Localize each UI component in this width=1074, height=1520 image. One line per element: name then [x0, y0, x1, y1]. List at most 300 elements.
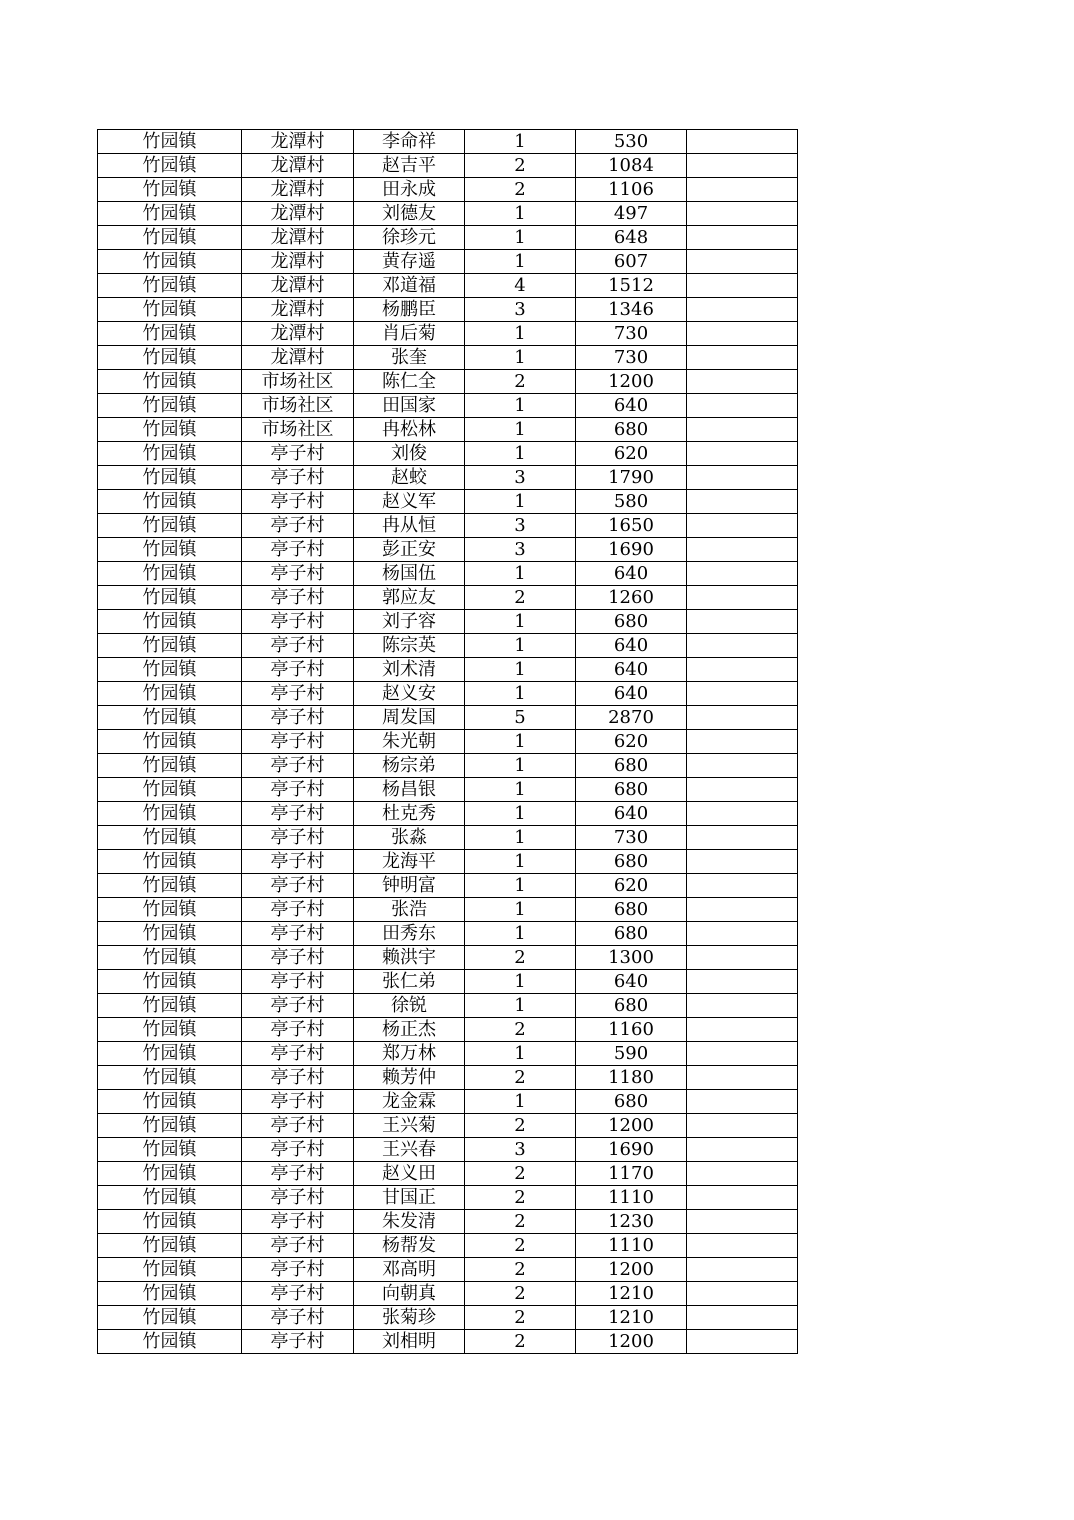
village-cell: 亭子村: [242, 490, 354, 514]
village-cell: 亭子村: [242, 778, 354, 802]
name-cell: 杨正杰: [354, 1018, 465, 1042]
remark-cell: [687, 418, 798, 442]
town-cell: 竹园镇: [98, 298, 242, 322]
remark-cell: [687, 994, 798, 1018]
amount-cell: 640: [576, 682, 687, 706]
village-cell: 市场社区: [242, 418, 354, 442]
village-cell: 亭子村: [242, 1330, 354, 1354]
name-cell: 杜克秀: [354, 802, 465, 826]
table-row: [98, 754, 798, 778]
village-cell: 亭子村: [242, 562, 354, 586]
town-cell: 竹园镇: [98, 706, 242, 730]
remark-cell: [687, 1186, 798, 1210]
amount-cell: 680: [576, 922, 687, 946]
household-count-cell: 2: [465, 1210, 576, 1234]
remark-cell: [687, 1162, 798, 1186]
household-count-cell: 2: [465, 1282, 576, 1306]
remark-cell: [687, 1234, 798, 1258]
amount-cell: 680: [576, 994, 687, 1018]
town-cell: 竹园镇: [98, 1258, 242, 1282]
amount-cell: 1650: [576, 514, 687, 538]
table-row: [98, 1090, 798, 1114]
town-cell: 竹园镇: [98, 970, 242, 994]
table-row: [98, 466, 798, 490]
amount-cell: 640: [576, 658, 687, 682]
amount-cell: 607: [576, 250, 687, 274]
household-count-cell: 1: [465, 442, 576, 466]
table-body: [98, 130, 798, 1354]
village-cell: 亭子村: [242, 586, 354, 610]
amount-cell: 1200: [576, 1330, 687, 1354]
remark-cell: [687, 1018, 798, 1042]
amount-cell: 1300: [576, 946, 687, 970]
table-row: [98, 154, 798, 178]
table-row: [98, 442, 798, 466]
name-cell: 田永成: [354, 178, 465, 202]
village-cell: 亭子村: [242, 634, 354, 658]
household-count-cell: 1: [465, 394, 576, 418]
amount-cell: 1210: [576, 1282, 687, 1306]
name-cell: 向朝真: [354, 1282, 465, 1306]
household-count-cell: 1: [465, 922, 576, 946]
amount-cell: 640: [576, 802, 687, 826]
household-count-cell: 2: [465, 1306, 576, 1330]
village-cell: 亭子村: [242, 706, 354, 730]
amount-cell: 680: [576, 1090, 687, 1114]
table-row: [98, 298, 798, 322]
village-cell: 亭子村: [242, 1186, 354, 1210]
household-count-cell: 2: [465, 154, 576, 178]
household-count-cell: 1: [465, 346, 576, 370]
village-cell: 亭子村: [242, 730, 354, 754]
name-cell: 刘相明: [354, 1330, 465, 1354]
table-row: [98, 730, 798, 754]
remark-cell: [687, 922, 798, 946]
amount-cell: 1260: [576, 586, 687, 610]
table-row: [98, 226, 798, 250]
remark-cell: [687, 970, 798, 994]
amount-cell: 1200: [576, 370, 687, 394]
town-cell: 竹园镇: [98, 1090, 242, 1114]
town-cell: 竹园镇: [98, 178, 242, 202]
remark-cell: [687, 754, 798, 778]
household-count-cell: 2: [465, 178, 576, 202]
table-row: [98, 874, 798, 898]
name-cell: 刘子容: [354, 610, 465, 634]
village-cell: 市场社区: [242, 394, 354, 418]
household-count-cell: 3: [465, 538, 576, 562]
remark-cell: [687, 370, 798, 394]
remark-cell: [687, 1066, 798, 1090]
remark-cell: [687, 634, 798, 658]
remark-cell: [687, 538, 798, 562]
town-cell: 竹园镇: [98, 1162, 242, 1186]
amount-cell: 1200: [576, 1114, 687, 1138]
table-row: [98, 1114, 798, 1138]
village-cell: 龙潭村: [242, 202, 354, 226]
town-cell: 竹园镇: [98, 514, 242, 538]
amount-cell: 1512: [576, 274, 687, 298]
name-cell: 刘术清: [354, 658, 465, 682]
remark-cell: [687, 586, 798, 610]
amount-cell: 590: [576, 1042, 687, 1066]
village-cell: 亭子村: [242, 1234, 354, 1258]
name-cell: 徐锐: [354, 994, 465, 1018]
village-cell: 亭子村: [242, 1018, 354, 1042]
town-cell: 竹园镇: [98, 874, 242, 898]
village-cell: 亭子村: [242, 1090, 354, 1114]
name-cell: 王兴春: [354, 1138, 465, 1162]
name-cell: 邓高明: [354, 1258, 465, 1282]
amount-cell: 730: [576, 322, 687, 346]
remark-cell: [687, 1282, 798, 1306]
town-cell: 竹园镇: [98, 130, 242, 154]
name-cell: 杨帮发: [354, 1234, 465, 1258]
name-cell: 徐珍元: [354, 226, 465, 250]
table-row: [98, 850, 798, 874]
table-row: [98, 922, 798, 946]
table-row: [98, 490, 798, 514]
village-cell: 龙潭村: [242, 178, 354, 202]
household-count-cell: 1: [465, 898, 576, 922]
remark-cell: [687, 1090, 798, 1114]
amount-cell: 730: [576, 826, 687, 850]
household-count-cell: 1: [465, 130, 576, 154]
name-cell: 冉从恒: [354, 514, 465, 538]
name-cell: 田秀东: [354, 922, 465, 946]
household-count-cell: 2: [465, 586, 576, 610]
amount-cell: 680: [576, 418, 687, 442]
amount-cell: 1084: [576, 154, 687, 178]
village-cell: 龙潭村: [242, 250, 354, 274]
name-cell: 朱光朝: [354, 730, 465, 754]
town-cell: 竹园镇: [98, 730, 242, 754]
table-row: [98, 1306, 798, 1330]
household-count-cell: 1: [465, 322, 576, 346]
name-cell: 甘国正: [354, 1186, 465, 1210]
village-cell: 亭子村: [242, 466, 354, 490]
village-cell: 亭子村: [242, 970, 354, 994]
table-row: [98, 130, 798, 154]
remark-cell: [687, 610, 798, 634]
table-row: [98, 250, 798, 274]
town-cell: 竹园镇: [98, 898, 242, 922]
remark-cell: [687, 298, 798, 322]
remark-cell: [687, 706, 798, 730]
village-cell: 亭子村: [242, 442, 354, 466]
town-cell: 竹园镇: [98, 322, 242, 346]
amount-cell: 640: [576, 634, 687, 658]
name-cell: 周发国: [354, 706, 465, 730]
household-count-cell: 1: [465, 754, 576, 778]
amount-cell: 1180: [576, 1066, 687, 1090]
household-count-cell: 3: [465, 466, 576, 490]
name-cell: 杨国伍: [354, 562, 465, 586]
remark-cell: [687, 154, 798, 178]
name-cell: 赵义安: [354, 682, 465, 706]
name-cell: 赖芳仲: [354, 1066, 465, 1090]
town-cell: 竹园镇: [98, 250, 242, 274]
village-cell: 亭子村: [242, 1306, 354, 1330]
remark-cell: [687, 130, 798, 154]
amount-cell: 1690: [576, 538, 687, 562]
town-cell: 竹园镇: [98, 1042, 242, 1066]
household-count-cell: 2: [465, 1018, 576, 1042]
table-row: [98, 802, 798, 826]
amount-cell: 1106: [576, 178, 687, 202]
town-cell: 竹园镇: [98, 826, 242, 850]
amount-cell: 1690: [576, 1138, 687, 1162]
town-cell: 竹园镇: [98, 802, 242, 826]
table-row: [98, 898, 798, 922]
remark-cell: [687, 490, 798, 514]
name-cell: 杨宗弟: [354, 754, 465, 778]
amount-cell: 730: [576, 346, 687, 370]
town-cell: 竹园镇: [98, 1138, 242, 1162]
table-row: [98, 586, 798, 610]
village-cell: 亭子村: [242, 922, 354, 946]
household-count-cell: 1: [465, 682, 576, 706]
household-count-cell: 2: [465, 1330, 576, 1354]
amount-cell: 620: [576, 874, 687, 898]
data-table: [97, 129, 798, 1354]
village-cell: 亭子村: [242, 1210, 354, 1234]
town-cell: 竹园镇: [98, 1306, 242, 1330]
household-count-cell: 1: [465, 250, 576, 274]
remark-cell: [687, 562, 798, 586]
amount-cell: 680: [576, 850, 687, 874]
remark-cell: [687, 682, 798, 706]
name-cell: 刘德友: [354, 202, 465, 226]
town-cell: 竹园镇: [98, 778, 242, 802]
amount-cell: 640: [576, 970, 687, 994]
amount-cell: 1110: [576, 1186, 687, 1210]
town-cell: 竹园镇: [98, 562, 242, 586]
amount-cell: 1170: [576, 1162, 687, 1186]
amount-cell: 2870: [576, 706, 687, 730]
amount-cell: 680: [576, 754, 687, 778]
table-row: [98, 826, 798, 850]
remark-cell: [687, 202, 798, 226]
name-cell: 黄存遥: [354, 250, 465, 274]
town-cell: 竹园镇: [98, 1210, 242, 1234]
amount-cell: 620: [576, 442, 687, 466]
household-count-cell: 1: [465, 634, 576, 658]
name-cell: 田国家: [354, 394, 465, 418]
name-cell: 陈宗英: [354, 634, 465, 658]
household-count-cell: 2: [465, 1066, 576, 1090]
household-count-cell: 2: [465, 946, 576, 970]
village-cell: 亭子村: [242, 898, 354, 922]
household-count-cell: 2: [465, 1234, 576, 1258]
town-cell: 竹园镇: [98, 370, 242, 394]
remark-cell: [687, 394, 798, 418]
amount-cell: 648: [576, 226, 687, 250]
remark-cell: [687, 226, 798, 250]
village-cell: 亭子村: [242, 874, 354, 898]
amount-cell: 1160: [576, 1018, 687, 1042]
amount-cell: 1200: [576, 1258, 687, 1282]
name-cell: 赵吉平: [354, 154, 465, 178]
name-cell: 郑万林: [354, 1042, 465, 1066]
name-cell: 朱发清: [354, 1210, 465, 1234]
household-count-cell: 2: [465, 1258, 576, 1282]
village-cell: 龙潭村: [242, 226, 354, 250]
remark-cell: [687, 1330, 798, 1354]
village-cell: 亭子村: [242, 994, 354, 1018]
village-cell: 亭子村: [242, 754, 354, 778]
household-count-cell: 5: [465, 706, 576, 730]
name-cell: 陈仁全: [354, 370, 465, 394]
village-cell: 龙潭村: [242, 322, 354, 346]
table-row: [98, 1258, 798, 1282]
town-cell: 竹园镇: [98, 226, 242, 250]
name-cell: 张淼: [354, 826, 465, 850]
village-cell: 亭子村: [242, 514, 354, 538]
village-cell: 亭子村: [242, 610, 354, 634]
remark-cell: [687, 658, 798, 682]
village-cell: 亭子村: [242, 1114, 354, 1138]
table-row: [98, 1282, 798, 1306]
town-cell: 竹园镇: [98, 1282, 242, 1306]
name-cell: 张菊珍: [354, 1306, 465, 1330]
remark-cell: [687, 346, 798, 370]
household-count-cell: 1: [465, 826, 576, 850]
village-cell: 龙潭村: [242, 346, 354, 370]
table-row: [98, 994, 798, 1018]
name-cell: 赖洪宇: [354, 946, 465, 970]
remark-cell: [687, 466, 798, 490]
town-cell: 竹园镇: [98, 754, 242, 778]
town-cell: 竹园镇: [98, 466, 242, 490]
household-count-cell: 1: [465, 778, 576, 802]
name-cell: 邓道福: [354, 274, 465, 298]
name-cell: 刘俊: [354, 442, 465, 466]
town-cell: 竹园镇: [98, 490, 242, 514]
table-row: [98, 178, 798, 202]
village-cell: 亭子村: [242, 658, 354, 682]
town-cell: 竹园镇: [98, 154, 242, 178]
table-row: [98, 1162, 798, 1186]
village-cell: 亭子村: [242, 946, 354, 970]
name-cell: 龙金霖: [354, 1090, 465, 1114]
town-cell: 竹园镇: [98, 418, 242, 442]
town-cell: 竹园镇: [98, 610, 242, 634]
remark-cell: [687, 1210, 798, 1234]
amount-cell: 640: [576, 562, 687, 586]
remark-cell: [687, 1042, 798, 1066]
table-row: [98, 514, 798, 538]
table-row: [98, 202, 798, 226]
amount-cell: 580: [576, 490, 687, 514]
household-count-cell: 1: [465, 418, 576, 442]
town-cell: 竹园镇: [98, 442, 242, 466]
name-cell: 杨昌银: [354, 778, 465, 802]
town-cell: 竹园镇: [98, 994, 242, 1018]
amount-cell: 1790: [576, 466, 687, 490]
table-row: [98, 970, 798, 994]
household-count-cell: 2: [465, 370, 576, 394]
village-cell: 亭子村: [242, 538, 354, 562]
remark-cell: [687, 1306, 798, 1330]
village-cell: 亭子村: [242, 1042, 354, 1066]
village-cell: 市场社区: [242, 370, 354, 394]
village-cell: 亭子村: [242, 682, 354, 706]
table-row: [98, 346, 798, 370]
amount-cell: 1230: [576, 1210, 687, 1234]
household-count-cell: 3: [465, 1138, 576, 1162]
name-cell: 肖后菊: [354, 322, 465, 346]
name-cell: 龙海平: [354, 850, 465, 874]
village-cell: 亭子村: [242, 802, 354, 826]
table-row: [98, 538, 798, 562]
household-count-cell: 1: [465, 562, 576, 586]
name-cell: 郭应友: [354, 586, 465, 610]
village-cell: 亭子村: [242, 826, 354, 850]
amount-cell: 1210: [576, 1306, 687, 1330]
name-cell: 张奎: [354, 346, 465, 370]
remark-cell: [687, 442, 798, 466]
household-count-cell: 1: [465, 658, 576, 682]
village-cell: 亭子村: [242, 850, 354, 874]
name-cell: 张浩: [354, 898, 465, 922]
amount-cell: 640: [576, 394, 687, 418]
amount-cell: 680: [576, 610, 687, 634]
town-cell: 竹园镇: [98, 658, 242, 682]
remark-cell: [687, 730, 798, 754]
household-count-cell: 3: [465, 514, 576, 538]
amount-cell: 497: [576, 202, 687, 226]
town-cell: 竹园镇: [98, 538, 242, 562]
table-row: [98, 1234, 798, 1258]
remark-cell: [687, 250, 798, 274]
table-row: [98, 274, 798, 298]
remark-cell: [687, 778, 798, 802]
household-count-cell: 1: [465, 994, 576, 1018]
amount-cell: 1346: [576, 298, 687, 322]
village-cell: 亭子村: [242, 1282, 354, 1306]
household-count-cell: 1: [465, 490, 576, 514]
household-count-cell: 4: [465, 274, 576, 298]
household-count-cell: 1: [465, 1090, 576, 1114]
amount-cell: 530: [576, 130, 687, 154]
name-cell: 李命祥: [354, 130, 465, 154]
name-cell: 杨鹏臣: [354, 298, 465, 322]
remark-cell: [687, 514, 798, 538]
remark-cell: [687, 1258, 798, 1282]
amount-cell: 620: [576, 730, 687, 754]
household-count-cell: 2: [465, 1162, 576, 1186]
village-cell: 亭子村: [242, 1162, 354, 1186]
table-row: [98, 1138, 798, 1162]
remark-cell: [687, 178, 798, 202]
remark-cell: [687, 274, 798, 298]
household-count-cell: 1: [465, 874, 576, 898]
town-cell: 竹园镇: [98, 1186, 242, 1210]
name-cell: 钟明富: [354, 874, 465, 898]
town-cell: 竹园镇: [98, 1066, 242, 1090]
village-cell: 亭子村: [242, 1066, 354, 1090]
table-row: [98, 778, 798, 802]
table-row: [98, 1042, 798, 1066]
table-row: [98, 418, 798, 442]
table-row: [98, 394, 798, 418]
town-cell: 竹园镇: [98, 634, 242, 658]
name-cell: 冉松林: [354, 418, 465, 442]
town-cell: 竹园镇: [98, 346, 242, 370]
village-cell: 龙潭村: [242, 274, 354, 298]
village-cell: 龙潭村: [242, 298, 354, 322]
